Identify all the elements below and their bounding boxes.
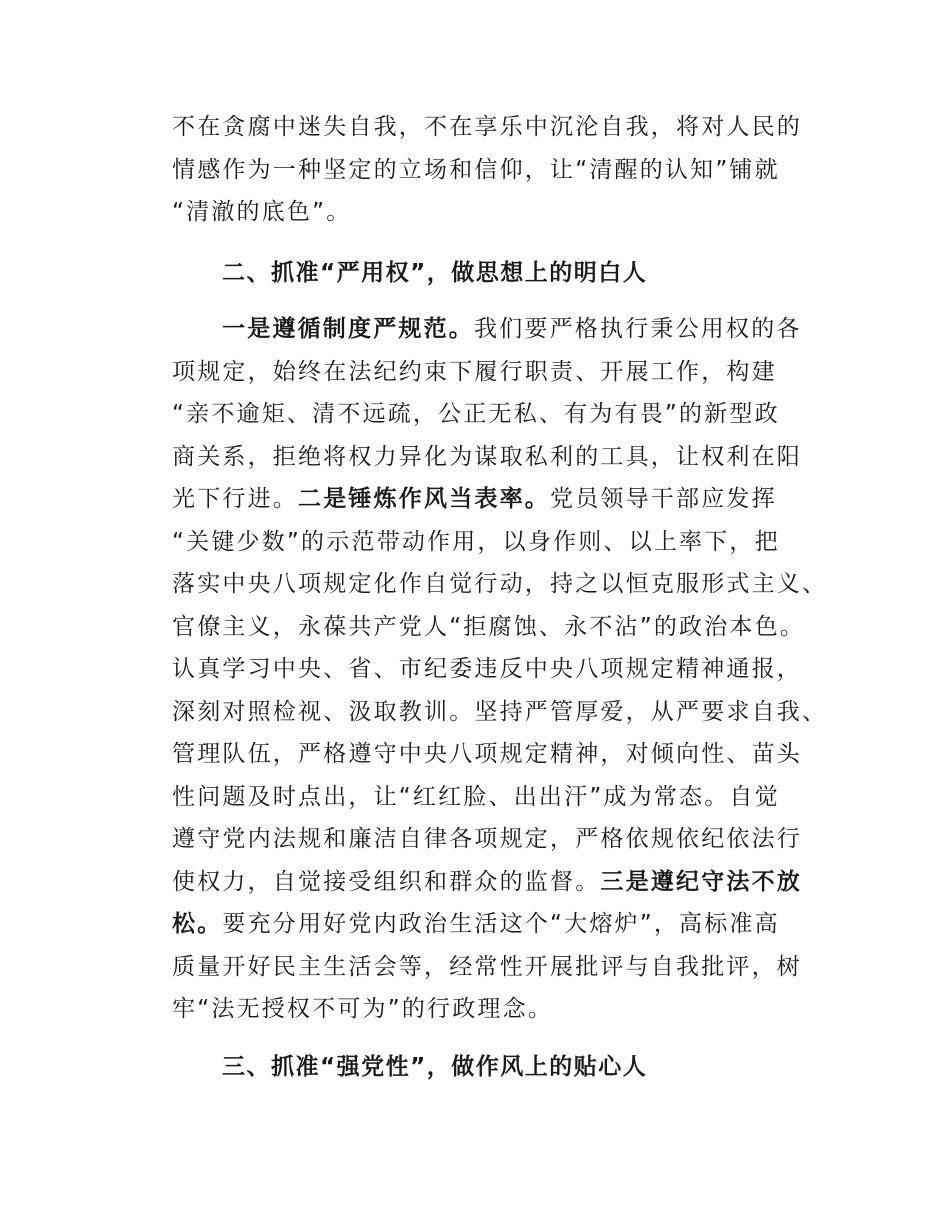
- line-text: 使权力，自觉接受组织和群众的监督。: [172, 868, 601, 895]
- paragraph-line: 牢“法无授权不可为”的行政理念。: [172, 996, 554, 1022]
- line-text: 我们要严格执行秉公用权的各: [474, 316, 802, 342]
- bold-lead: 松。: [172, 911, 223, 937]
- paragraph-line: “亲不逾矩、清不远疏，公正无私、有为有畏”的新型政: [172, 401, 780, 427]
- paragraph-line: 管理队伍，严格遵守中央八项规定精神，对倾向性、苗头: [172, 741, 802, 767]
- paragraph-line: 不在贪腐中迷失自我，不在享乐中沉沦自我，将对人民的: [172, 114, 802, 140]
- line-text: 光下行进。: [172, 486, 298, 512]
- line-text: 党员领导干部应发挥: [550, 486, 777, 512]
- paragraph-line: 项规定，始终在法纪约束下履行职责、开展工作，构建: [172, 358, 777, 385]
- paragraph-section-2: [172, 308, 828, 1031]
- paragraph-line: 深刻对照检视、汲取教训。坚持严管厚爱，从严要求自我、: [172, 698, 828, 725]
- paragraph-line: 遵守党内法规和廉洁自律各项规定，严格依规依纪依法行: [172, 826, 802, 852]
- paragraph-line: 商关系，拒绝将权力异化为谋取私利的工具，让权利在阳: [172, 443, 802, 470]
- paragraph-line: 官僚主义，永葆共产党人“拒腐蚀、永不沾”的政治本色。: [172, 613, 806, 640]
- paragraph-line: [172, 861, 803, 904]
- paragraph-line: “关键少数”的示范带动作用，以身作则、以上率下，把: [172, 528, 780, 555]
- paragraph-line: 落实中央八项规定化作自觉行动，持之以恒克服形式主义、: [172, 571, 828, 597]
- line-text: 要充分用好党内政治生活这个“大熔炉”，高标准高: [222, 911, 780, 937]
- bold-lead: 二是锤炼作风当表率。: [298, 486, 550, 512]
- bold-lead: 一是遵循制度严规范。: [222, 316, 474, 342]
- paragraph-line: 认真学习中央、省、市纪委违反中央八项规定精神通报，: [172, 656, 802, 682]
- paragraph-line: 质量开好民主生活会等，经常性开展批评与自我批评，树: [172, 953, 802, 980]
- section-heading-3: 三、抓准“强党性”，做作风上的贴心人: [222, 1054, 648, 1080]
- paragraph-line: “清澈的底色”。: [172, 199, 352, 225]
- paragraph-line: 性问题及时点出，让“红红脸、出出汗”成为常态。自觉: [172, 783, 780, 810]
- paragraph-line: 情感作为一种坚定的立场和信仰，让“清醒的认知”铺就: [172, 156, 780, 183]
- paragraph-intro: [172, 106, 802, 234]
- paragraph-line: [172, 308, 802, 351]
- paragraph-line: [172, 903, 798, 946]
- paragraph-line: [172, 478, 798, 521]
- section-heading-2: 二、抓准“严用权”，做思想上的明白人: [222, 260, 648, 286]
- bold-lead: 三是遵纪守法不放: [600, 868, 803, 895]
